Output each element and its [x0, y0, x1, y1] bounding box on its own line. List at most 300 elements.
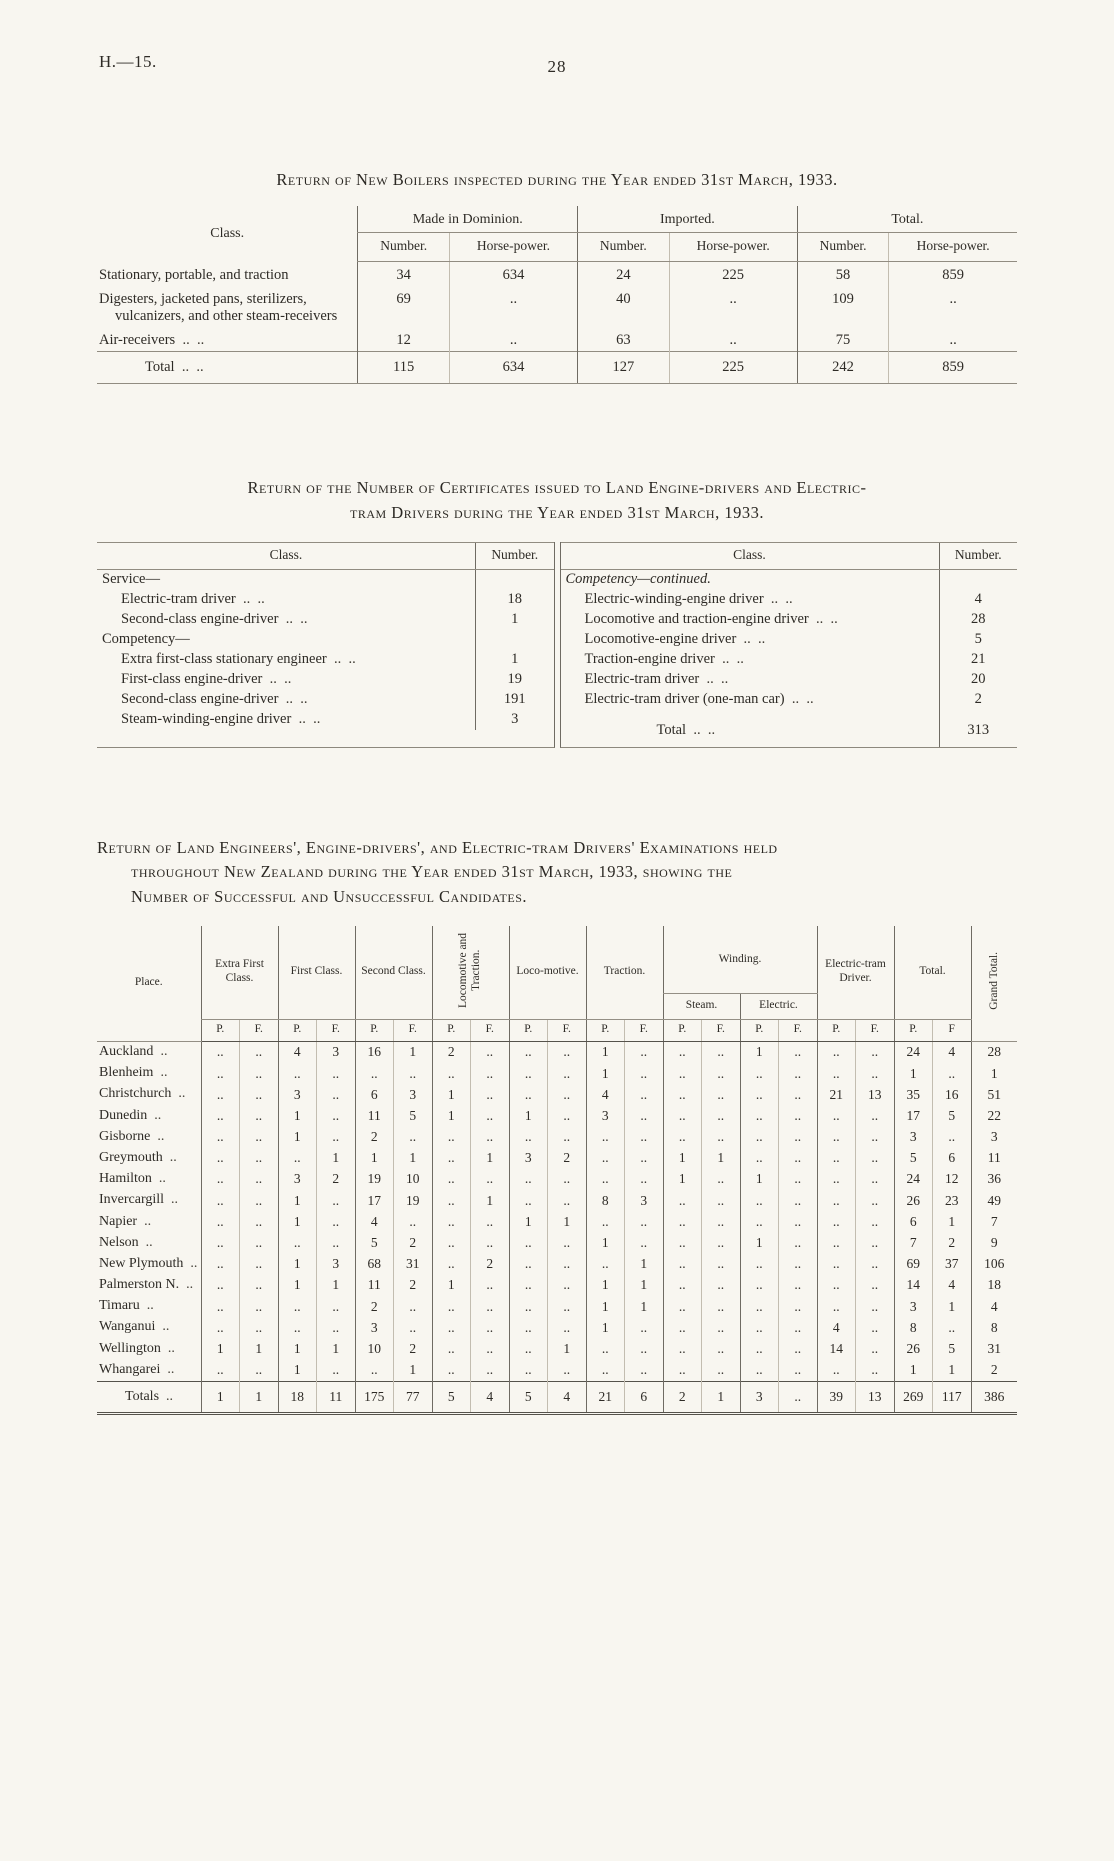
cell: 7 [971, 1211, 1017, 1232]
cell: .. [509, 1063, 548, 1084]
row-label [97, 286, 358, 327]
cell: .. [625, 1063, 664, 1084]
cell: .. [779, 1041, 818, 1063]
cell: 19 [394, 1190, 433, 1211]
cell: Totals .. [97, 1381, 201, 1413]
cell: 4 [939, 590, 1017, 610]
cell: .. [201, 1296, 240, 1317]
cell: .. [663, 1338, 702, 1359]
col-header-first-class: First Class. [278, 926, 355, 1019]
cell: 4 [586, 1084, 625, 1105]
cell: 31 [394, 1253, 433, 1274]
cell: .. [740, 1147, 779, 1168]
cell: .. [779, 1359, 818, 1381]
certificates-left-header [97, 542, 554, 569]
cell: .. [817, 1275, 856, 1296]
cell: 3 [894, 1296, 933, 1317]
cell: .. [933, 1317, 972, 1338]
cell: 1 [278, 1126, 317, 1147]
cell: 1 [933, 1296, 972, 1317]
cell: 4 [471, 1381, 510, 1413]
cell: 1 [933, 1211, 972, 1232]
col-header-pass-fail: F. [317, 1019, 356, 1041]
totals-row [561, 710, 1018, 747]
totals-row [97, 352, 1017, 384]
cell: .. [669, 286, 797, 327]
boilers-table-header [97, 206, 1017, 262]
col-header-locomotive-and-traction [432, 926, 509, 1019]
cell: 175 [355, 1381, 394, 1413]
boilers-table-title: Return of New Boilers inspected during the Year ended 31st March, 1933. [276, 170, 838, 189]
cell: .. [240, 1041, 279, 1063]
cell: 1 [240, 1381, 279, 1413]
col-header-class: Class. [97, 542, 476, 569]
col-header-pass-fail: P. [894, 1019, 933, 1041]
row-label-text: Total [145, 359, 175, 375]
cell: .. [856, 1317, 895, 1338]
col-header-pass-fail: P. [817, 1019, 856, 1041]
cell: Greymouth .. [97, 1147, 201, 1168]
cell: .. [586, 1338, 625, 1359]
cell: .. [779, 1296, 818, 1317]
cell: .. [317, 1296, 356, 1317]
col-header-pass-fail: F. [394, 1019, 433, 1041]
cell: 1 [278, 1359, 317, 1381]
table-row [561, 630, 1018, 650]
col-header-total: Total. [894, 926, 971, 1019]
cell: 4 [933, 1275, 972, 1296]
cell: 28 [971, 1041, 1017, 1063]
row-label [561, 650, 940, 670]
cell: .. [509, 1338, 548, 1359]
table-row [97, 670, 554, 690]
cell: .. [779, 1147, 818, 1168]
cell: .. [740, 1275, 779, 1296]
boilers-table-body [97, 262, 1017, 384]
cell: .. [625, 1359, 664, 1381]
col-header-pass-fail: P. [586, 1019, 625, 1041]
cell: .. [317, 1359, 356, 1381]
cell: .. [817, 1105, 856, 1126]
col-header-pass-fail: P. [663, 1019, 702, 1041]
cell: 1 [702, 1147, 741, 1168]
cell: .. [240, 1232, 279, 1253]
title-line-2: tram Drivers during the Year ended 31st March, 1933. [350, 502, 764, 522]
cell: .. [548, 1317, 587, 1338]
cell: .. [471, 1041, 510, 1063]
cell: 51 [971, 1084, 1017, 1105]
cell: 1 [509, 1211, 548, 1232]
cell: .. [889, 327, 1017, 352]
cell: 5 [355, 1232, 394, 1253]
table-row [97, 262, 1017, 287]
cell: Gisborne .. [97, 1126, 201, 1147]
cell: 2 [548, 1147, 587, 1168]
table-row [97, 1169, 1017, 1190]
cell: 3 [586, 1105, 625, 1126]
title-line-3: Number of Successful and Unsuccessful Candidates. [131, 887, 527, 906]
cell: 1 [355, 1147, 394, 1168]
cell: .. [586, 1359, 625, 1381]
certificates-right-half [560, 542, 1018, 748]
cell: .. [509, 1359, 548, 1381]
cell: .. [663, 1105, 702, 1126]
cell: 1 [317, 1338, 356, 1359]
cell: .. [779, 1169, 818, 1190]
cell: .. [663, 1275, 702, 1296]
cell: .. [317, 1211, 356, 1232]
row-label-text: Second-class engine-driver [121, 691, 279, 707]
cell: .. [779, 1084, 818, 1105]
cell: .. [509, 1169, 548, 1190]
cell: 1 [702, 1381, 741, 1413]
cell: .. [702, 1084, 741, 1105]
cell: .. [779, 1211, 818, 1232]
cell: 1 [740, 1041, 779, 1063]
cell: 23 [933, 1190, 972, 1211]
cell: .. [740, 1063, 779, 1084]
cell: 1 [476, 650, 554, 670]
cell: 18 [476, 590, 554, 610]
cell: 3 [740, 1381, 779, 1413]
cell: .. [817, 1190, 856, 1211]
cell: .. [240, 1253, 279, 1274]
table-row [97, 1296, 1017, 1317]
cell: .. [817, 1147, 856, 1168]
cell: .. [548, 1063, 587, 1084]
cell: Auckland .. [97, 1041, 201, 1063]
cell: .. [509, 1275, 548, 1296]
cell: .. [779, 1338, 818, 1359]
cell: 1 [278, 1190, 317, 1211]
cell: 1 [278, 1253, 317, 1274]
row-label [97, 610, 476, 630]
cell: .. [702, 1126, 741, 1147]
cell: 24 [578, 262, 670, 287]
cell: .. [471, 1275, 510, 1296]
cell: .. [548, 1190, 587, 1211]
row-label-text: Electric-tram driver [121, 591, 236, 607]
cell: 2 [971, 1359, 1017, 1381]
cell: .. [779, 1381, 818, 1413]
cell: .. [702, 1338, 741, 1359]
pass-fail-header-row [97, 1019, 1017, 1041]
cell: 6 [933, 1147, 972, 1168]
cell: Whangarei .. [97, 1359, 201, 1381]
cell: 3 [509, 1147, 548, 1168]
cell: .. [432, 1211, 471, 1232]
cell: 17 [894, 1105, 933, 1126]
cell: .. [201, 1105, 240, 1126]
cell: .. [201, 1126, 240, 1147]
cell: 115 [358, 352, 450, 384]
cell: 12 [358, 327, 450, 352]
row-label-text: Air-receivers [99, 332, 176, 348]
cell: .. [663, 1084, 702, 1105]
cell: 10 [355, 1338, 394, 1359]
cell: 269 [894, 1381, 933, 1413]
cell: .. [509, 1253, 548, 1274]
cell: .. [817, 1296, 856, 1317]
cell: 1 [201, 1338, 240, 1359]
cell: 69 [894, 1253, 933, 1274]
cell: .. [817, 1211, 856, 1232]
cell: .. [702, 1041, 741, 1063]
cell: .. [240, 1190, 279, 1211]
cell: 21 [586, 1381, 625, 1413]
cell: 8 [586, 1190, 625, 1211]
cell: 859 [889, 352, 1017, 384]
cell: .. [394, 1317, 433, 1338]
cell: .. [740, 1211, 779, 1232]
cell: .. [509, 1084, 548, 1105]
cell: .. [432, 1126, 471, 1147]
col-group-imported: Imported. [578, 206, 798, 233]
cell: .. [856, 1126, 895, 1147]
vertical-header-text: Locomotive and Traction. [457, 932, 483, 1008]
cell: .. [586, 1147, 625, 1168]
table-row [561, 590, 1018, 610]
cell: .. [856, 1105, 895, 1126]
cell: 1 [240, 1338, 279, 1359]
cell: 34 [358, 262, 450, 287]
table-row [97, 1338, 1017, 1359]
row-label-text: Extra first-class stationary engineer [121, 651, 327, 667]
cell: 2 [394, 1275, 433, 1296]
row-label [561, 690, 940, 710]
col-header-electric-tram-driver: Electric-tram Driver. [817, 926, 894, 1019]
row-label [561, 610, 940, 630]
cell: .. [779, 1232, 818, 1253]
cell: .. [432, 1317, 471, 1338]
exam-table-header [97, 926, 1017, 1041]
col-subheader: Horse-power. [669, 233, 797, 262]
cell: .. [625, 1169, 664, 1190]
cell: .. [817, 1126, 856, 1147]
row-label-text: Traction-engine driver [584, 651, 715, 667]
examinations-table [97, 926, 1017, 1415]
cell: .. [449, 286, 577, 327]
table-row [561, 610, 1018, 630]
section-label: Service— [102, 571, 160, 587]
document-reference: H.—15. [99, 52, 157, 71]
row-label [97, 650, 476, 670]
cell: .. [548, 1275, 587, 1296]
cell: .. [471, 1296, 510, 1317]
cell: .. [394, 1063, 433, 1084]
table-row [97, 1190, 1017, 1211]
col-subheader: Horse-power. [889, 233, 1017, 262]
cell: .. [740, 1317, 779, 1338]
cell: .. [663, 1041, 702, 1063]
row-label [97, 262, 358, 287]
col-header-pass-fail: P. [509, 1019, 548, 1041]
title-line-1: Return of Land Engineers', Engine-drivers', and Electric-tram Drivers' Examinations held [97, 837, 778, 857]
row-label [97, 327, 358, 352]
cell: 634 [449, 352, 577, 384]
cell: .. [432, 1169, 471, 1190]
cell: .. [817, 1253, 856, 1274]
cell: .. [240, 1147, 279, 1168]
cell: 3 [894, 1126, 933, 1147]
cell: .. [201, 1232, 240, 1253]
cell: .. [471, 1359, 510, 1381]
cell: .. [740, 1359, 779, 1381]
col-header-extra-first-class: Extra First Class. [201, 926, 278, 1019]
table-row [97, 286, 1017, 327]
cell: 1 [663, 1147, 702, 1168]
totals-row [97, 1381, 1017, 1413]
cell: .. [471, 1338, 510, 1359]
cell: .. [240, 1169, 279, 1190]
cell: .. [779, 1105, 818, 1126]
cell: .. [201, 1084, 240, 1105]
cell: .. [856, 1169, 895, 1190]
cell: .. [702, 1211, 741, 1232]
cell: 11 [971, 1147, 1017, 1168]
cell: .. [740, 1084, 779, 1105]
cell: .. [740, 1190, 779, 1211]
cell: 225 [669, 352, 797, 384]
certificates-table-title [97, 476, 1017, 526]
cell: 4 [355, 1211, 394, 1232]
col-header-pass-fail: F. [856, 1019, 895, 1041]
row-label [97, 590, 476, 610]
cell: .. [817, 1041, 856, 1063]
cell: .. [471, 1317, 510, 1338]
col-header-place: Place. [97, 926, 201, 1041]
cell: .. [663, 1296, 702, 1317]
dot-leader [785, 691, 814, 707]
cell: Blenheim .. [97, 1063, 201, 1084]
cell: .. [201, 1190, 240, 1211]
cell: .. [509, 1296, 548, 1317]
cell: .. [663, 1359, 702, 1381]
col-header-number: Number. [939, 542, 1017, 569]
cell: .. [669, 327, 797, 352]
cell: .. [625, 1105, 664, 1126]
col-header-grand-total [971, 926, 1017, 1041]
cell: 19 [476, 670, 554, 690]
col-header-pass-fail: F. [240, 1019, 279, 1041]
cell: .. [317, 1317, 356, 1338]
cell: .. [317, 1190, 356, 1211]
cell: .. [317, 1126, 356, 1147]
cell: 40 [578, 286, 670, 327]
cell: .. [201, 1041, 240, 1063]
cell: 106 [971, 1253, 1017, 1274]
row-label-text: Locomotive-engine driver [584, 631, 737, 647]
cell: 11 [317, 1381, 356, 1413]
cell: .. [856, 1147, 895, 1168]
cell: 1 [740, 1232, 779, 1253]
cell: 5 [509, 1381, 548, 1413]
cell: .. [201, 1169, 240, 1190]
cell: 2 [663, 1381, 702, 1413]
cell: Hamilton .. [97, 1169, 201, 1190]
cell: 4 [548, 1381, 587, 1413]
cell: 1 [278, 1275, 317, 1296]
col-header-pass-fail: P. [740, 1019, 779, 1041]
cell: 1 [394, 1147, 433, 1168]
col-header-pass-fail: F. [779, 1019, 818, 1041]
cell: .. [702, 1169, 741, 1190]
cell: .. [548, 1296, 587, 1317]
cell: .. [702, 1105, 741, 1126]
cell: 77 [394, 1381, 433, 1413]
cell: .. [817, 1359, 856, 1381]
cell: 2 [933, 1232, 972, 1253]
col-header-pass-fail: F [933, 1019, 972, 1041]
cell: 1 [625, 1275, 664, 1296]
dot-leader [278, 691, 307, 707]
cell: .. [548, 1359, 587, 1381]
table-row [97, 590, 554, 610]
dot-leader [175, 332, 204, 348]
table-row [97, 690, 554, 710]
col-subheader: Number. [797, 233, 889, 262]
col-header-pass-fail: F. [548, 1019, 587, 1041]
cell: 24 [894, 1041, 933, 1063]
cell [476, 569, 554, 590]
table-row [561, 670, 1018, 690]
cell: 4 [817, 1317, 856, 1338]
cell: .. [625, 1232, 664, 1253]
cell: .. [663, 1063, 702, 1084]
cell: .. [856, 1232, 895, 1253]
cell: .. [471, 1169, 510, 1190]
cell: Palmerston N. .. [97, 1275, 201, 1296]
cell: 1 [317, 1147, 356, 1168]
cell: .. [740, 1338, 779, 1359]
cell: 18 [971, 1275, 1017, 1296]
cell: .. [702, 1275, 741, 1296]
cell: 19 [355, 1169, 394, 1190]
cell: .. [663, 1317, 702, 1338]
cell: Christchurch .. [97, 1084, 201, 1105]
cell: .. [625, 1338, 664, 1359]
cell: .. [394, 1126, 433, 1147]
dot-leader [175, 359, 204, 375]
cell: 225 [669, 262, 797, 287]
cell: .. [586, 1211, 625, 1232]
cell: .. [278, 1147, 317, 1168]
cell: 2 [471, 1253, 510, 1274]
row-label-text: Locomotive and traction-engine driver [584, 611, 809, 627]
cell: 22 [971, 1105, 1017, 1126]
cell: 1 [432, 1105, 471, 1126]
cell: .. [317, 1232, 356, 1253]
dot-leader [262, 671, 291, 687]
cell: 11 [355, 1275, 394, 1296]
cell: 117 [933, 1381, 972, 1413]
cell: .. [240, 1084, 279, 1105]
table-row [561, 690, 1018, 710]
cell: 1 [548, 1338, 587, 1359]
col-header-pass-fail: P. [355, 1019, 394, 1041]
cell: .. [449, 327, 577, 352]
cell: 5 [933, 1105, 972, 1126]
cell: .. [240, 1359, 279, 1381]
cell: .. [702, 1232, 741, 1253]
cell: 2 [394, 1232, 433, 1253]
cell: 24 [894, 1169, 933, 1190]
cell: 1 [317, 1275, 356, 1296]
cell: 1 [278, 1338, 317, 1359]
cell: .. [933, 1063, 972, 1084]
cell: 2 [355, 1126, 394, 1147]
cell: .. [779, 1275, 818, 1296]
